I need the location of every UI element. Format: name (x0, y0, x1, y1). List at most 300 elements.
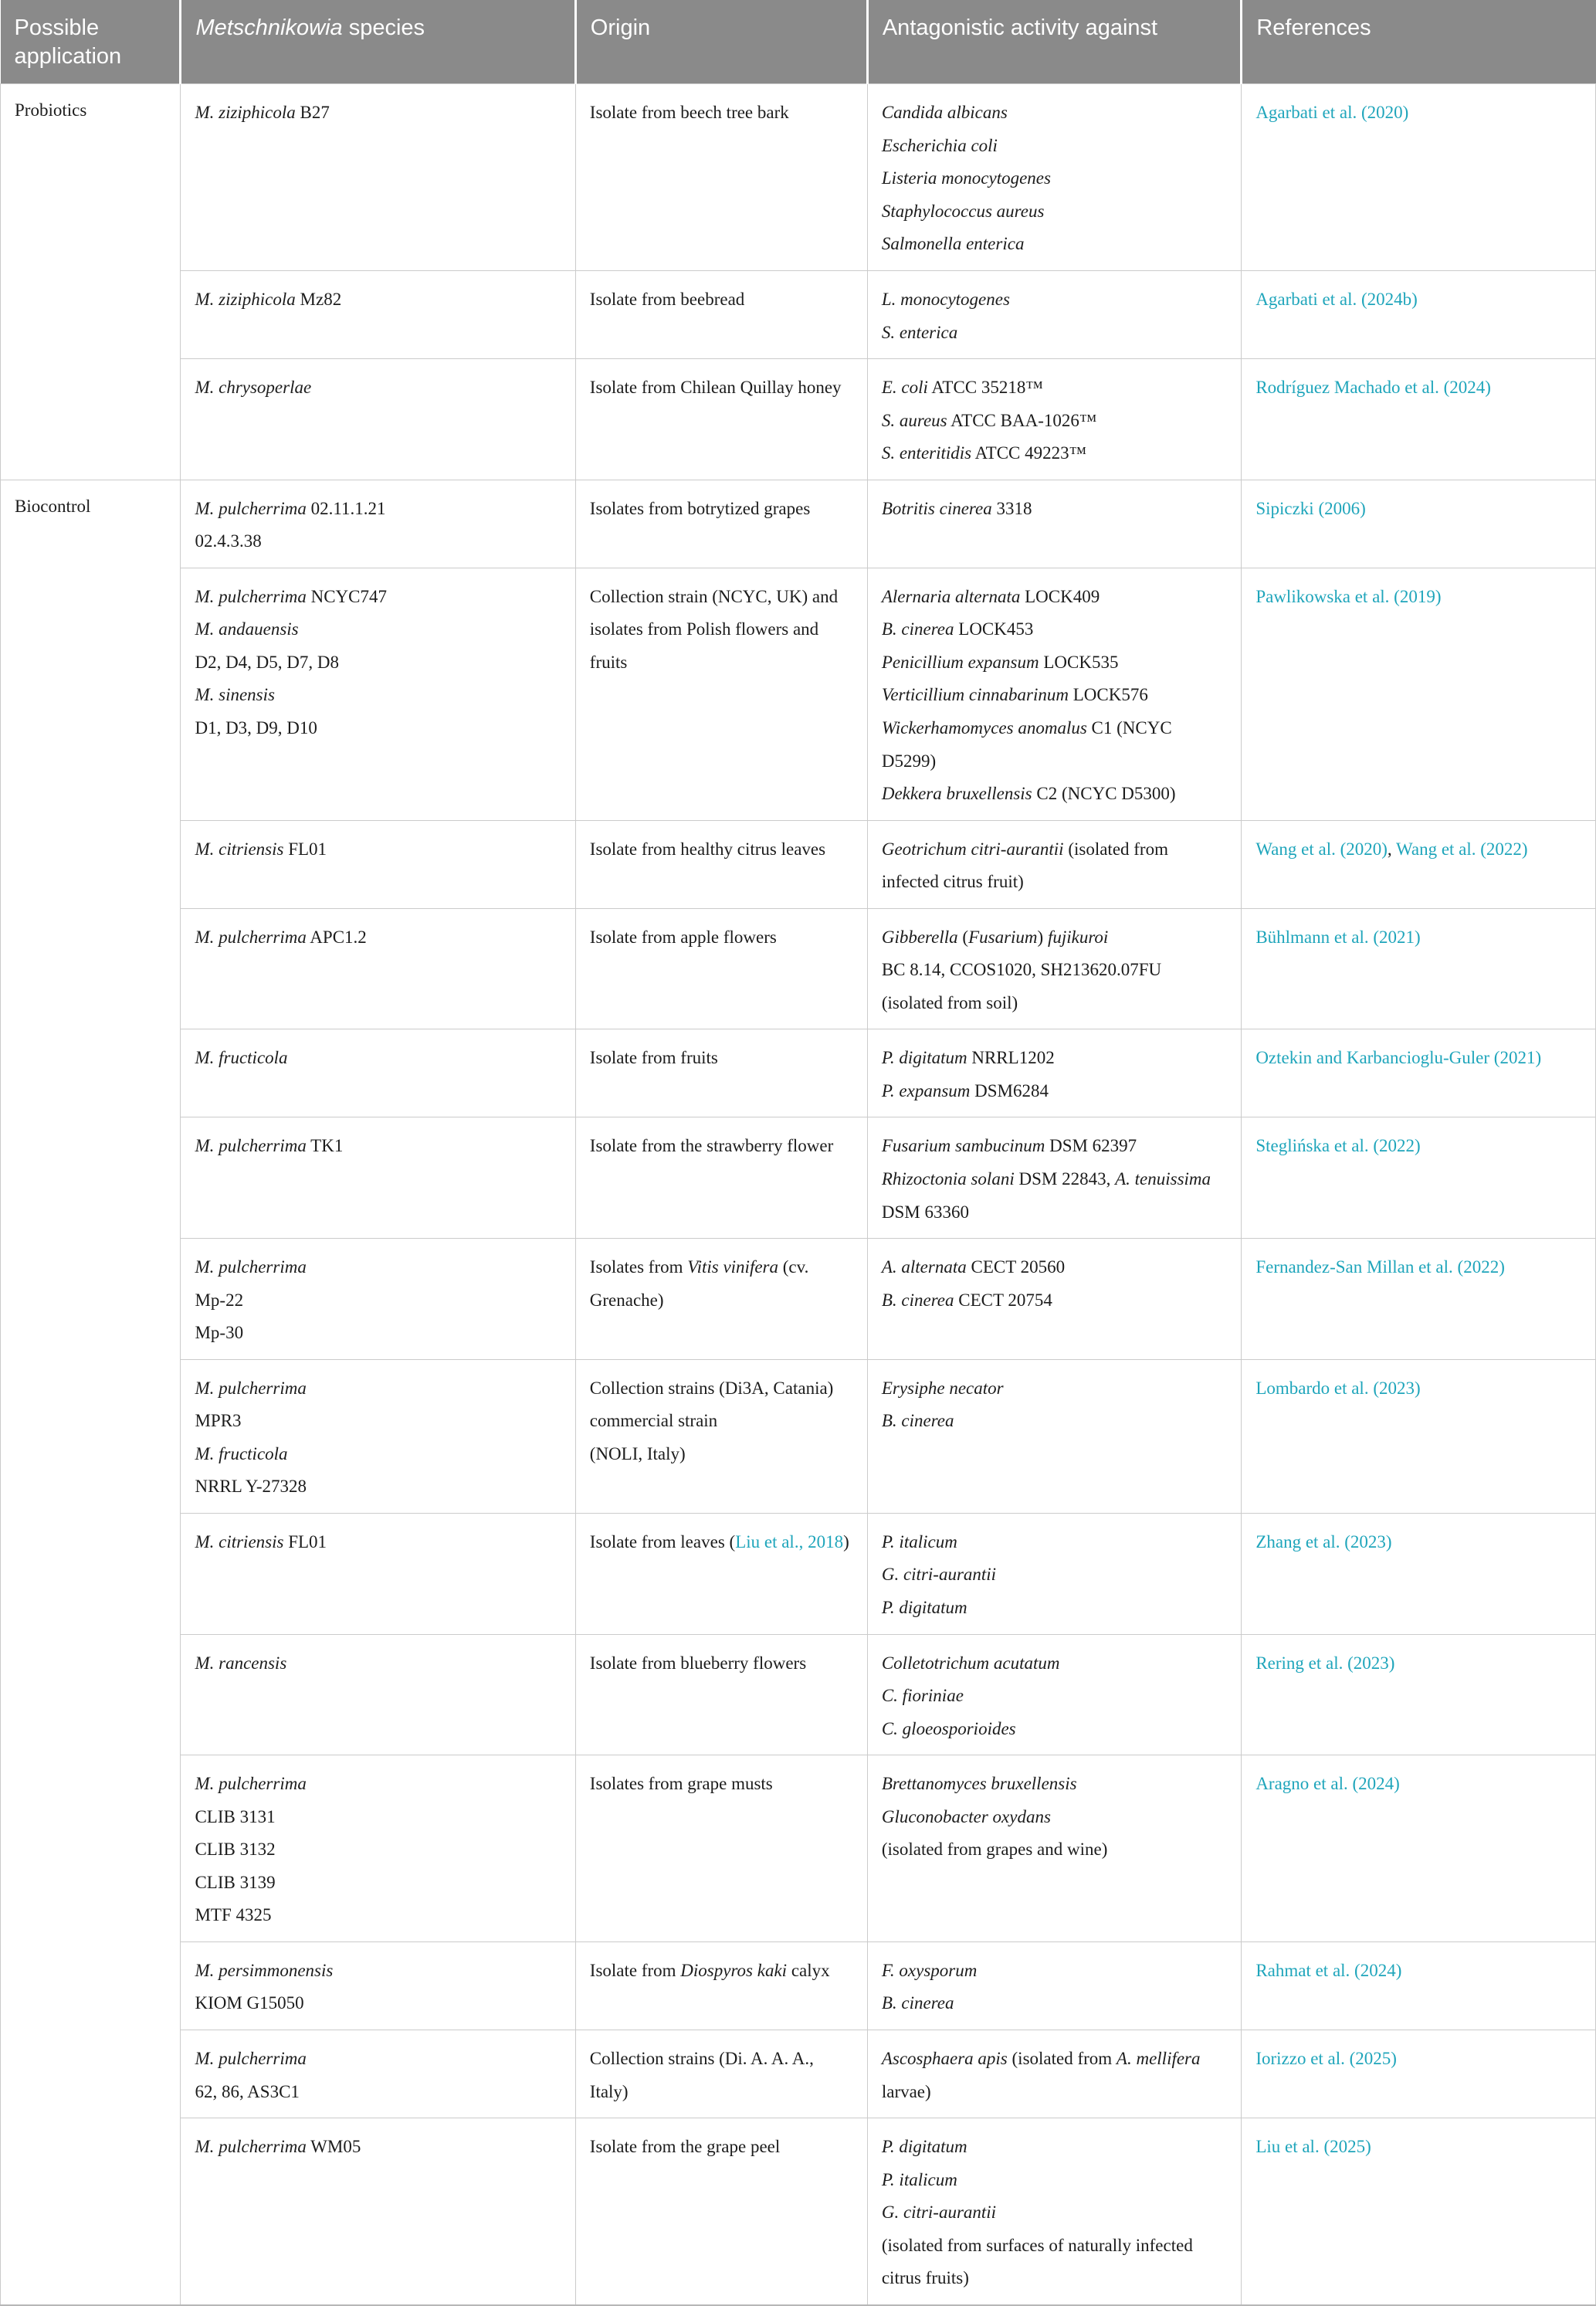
text-segment: (isolated from grapes and wine) (881, 1840, 1108, 1860)
text-line (195, 1768, 562, 1801)
table-header (1, 0, 1596, 84)
origin-cell (575, 1755, 867, 1942)
origin-cell (575, 1513, 867, 1634)
text-line (590, 2043, 855, 2108)
text-segment: ATCC 49223™ (971, 443, 1087, 463)
taxon-name: A. alternata (881, 1257, 967, 1277)
text-line (1255, 1955, 1583, 1988)
table-row (1, 820, 1596, 908)
text-segment: 3318 (991, 498, 1032, 518)
text-segment: Collection strain (NCYC, UK) and isolates from Polish flowers and fruits (589, 586, 839, 672)
text-line (1255, 283, 1583, 317)
text-segment: References (1256, 15, 1371, 40)
text-segment: LOCK409 (1020, 586, 1100, 606)
application-label: Biocontrol (15, 496, 91, 516)
taxon-name: Penicillium expansum (881, 652, 1039, 672)
text-line (195, 2043, 562, 2076)
text-segment: ( (957, 927, 969, 947)
taxon-name: M. sinensis (195, 685, 275, 705)
taxon-name: S. enterica (881, 322, 958, 342)
text-line (195, 1284, 562, 1317)
text-line (195, 1987, 562, 2020)
text-segment: Isolate from the strawberry flower (589, 1136, 834, 1156)
reference-link[interactable]: Iorizzo et al. (2025) (1255, 2049, 1397, 2069)
text-segment: LOCK576 (1068, 685, 1148, 705)
text-line (1255, 493, 1583, 526)
text-segment: Isolate from beebread (589, 289, 745, 309)
taxon-name: B. cinerea (881, 1290, 954, 1310)
text-segment: DSM 22843, (1014, 1168, 1116, 1189)
text-line (1255, 833, 1583, 866)
text-segment: Antagonistic activity against (882, 15, 1158, 40)
species-cell (181, 1117, 575, 1239)
text-line (195, 1647, 562, 1680)
text-line (590, 1768, 855, 1801)
table-row (1, 568, 1596, 820)
activity-cell (867, 270, 1241, 358)
reference-link[interactable]: Rodríguez Machado et al. (2024) (1255, 378, 1491, 398)
text-segment: MPR3 (195, 1411, 242, 1431)
table-row (1, 1117, 1596, 1239)
column-header-species (181, 0, 575, 84)
species-cell (181, 1029, 575, 1117)
table-row (1, 1029, 1596, 1117)
text-segment: Isolate from blueberry flowers (589, 1653, 807, 1673)
text-segment: (cv. Grenache) (589, 1257, 809, 1310)
text-line (590, 2131, 855, 2164)
text-segment: Isolate from Chilean Quillay honey (589, 378, 842, 398)
reference-cell (1242, 1029, 1596, 1117)
text-segment: 02.11.1.21 (306, 498, 386, 518)
text-line (590, 1526, 855, 1559)
text-line (882, 1284, 1228, 1317)
text-segment: FL01 (283, 1531, 327, 1551)
activity-cell (867, 1634, 1241, 1755)
species-cell (181, 270, 575, 358)
reference-link[interactable]: Oztekin and Karbancioglu-Guler (2021) (1255, 1048, 1542, 1068)
text-line (590, 371, 855, 405)
taxon-name: Geotrichum citri-aurantii (881, 839, 1064, 859)
activity-cell (867, 2118, 1241, 2305)
activity-cell (867, 820, 1241, 908)
text-segment: D1, D3, D9, D10 (195, 717, 317, 738)
taxon-name: Colletotrichum acutatum (881, 1653, 1060, 1673)
text-line (882, 987, 1228, 1020)
text-segment: 62, 86, AS3C1 (195, 2081, 300, 2101)
text-segment: Possible application (14, 15, 122, 70)
text-segment: Isolate from beech tree bark (589, 103, 789, 123)
taxon-name: P. digitatum (881, 2137, 967, 2157)
activity-cell (867, 84, 1241, 271)
activity-cell (867, 1941, 1241, 2030)
text-segment: Isolate from healthy citrus leaves (589, 839, 826, 859)
text-segment: LOCK535 (1039, 652, 1119, 672)
text-line (882, 317, 1228, 350)
text-line (882, 1163, 1228, 1229)
reference-cell (1242, 84, 1596, 271)
reference-link[interactable]: Wang et al. (2022) (1396, 839, 1528, 859)
species-cell (181, 1359, 575, 1513)
text-line (882, 97, 1228, 130)
taxon-name: A. tenuissima (1115, 1168, 1211, 1189)
text-segment: Isolates from grape musts (589, 1774, 773, 1794)
species-cell (181, 1239, 575, 1360)
reference-cell (1242, 480, 1596, 568)
taxon-name: Fusarium sambucinum (881, 1136, 1045, 1156)
text-line (195, 1130, 562, 1163)
text-segment: DSM 62397 (1045, 1136, 1137, 1156)
text-line (882, 2230, 1228, 2295)
taxon-name: Salmonella enterica (881, 234, 1025, 254)
text-line (195, 2131, 562, 2164)
text-line (882, 1130, 1228, 1163)
text-line (882, 2131, 1228, 2164)
text-line (882, 162, 1228, 195)
taxon-name: M. pulcherrima (195, 1136, 307, 1156)
table-row (1, 480, 1596, 568)
text-segment: D2, D4, D5, D7, D8 (195, 652, 340, 672)
reference-link[interactable]: Aragno et al. (2024) (1255, 1774, 1400, 1794)
reference-link[interactable]: Agarbati et al. (2024b) (1255, 289, 1418, 309)
reference-link[interactable]: Agarbati et al. (2020) (1255, 103, 1409, 123)
reference-link[interactable]: Pawlikowska et al. (2019) (1255, 586, 1442, 606)
text-line (882, 371, 1228, 405)
taxon-name: Metschnikowia (195, 15, 343, 40)
text-segment: ) (843, 1531, 849, 1551)
origin-cell (575, 568, 867, 820)
text-segment: Isolates from (589, 1257, 688, 1277)
activity-cell (867, 1513, 1241, 1634)
text-line (882, 954, 1228, 987)
text-segment: KIOM G15050 (195, 1993, 304, 2013)
text-segment: NCYC747 (306, 586, 387, 606)
reference-link[interactable]: Lombardo et al. (2023) (1255, 1378, 1421, 1398)
taxon-name: Escherichia coli (881, 135, 998, 155)
origin-cell (575, 359, 867, 480)
text-segment: CECT 20560 (966, 1257, 1066, 1277)
text-line (882, 1647, 1228, 1680)
reference-link[interactable]: Rering et al. (2023) (1255, 1653, 1395, 1673)
taxon-name: B. cinerea (881, 1993, 954, 2013)
text-line (590, 581, 855, 680)
text-line (1255, 921, 1583, 955)
text-line (882, 1768, 1228, 1801)
text-segment: Isolate from the grape peel (589, 2137, 781, 2157)
taxon-name: M. fructicola (195, 1048, 288, 1068)
text-line (882, 1987, 1228, 2020)
origin-cell (575, 2030, 867, 2118)
text-line (590, 1372, 855, 1406)
origin-cell (575, 1239, 867, 1360)
taxon-name: M. pulcherrima (195, 2137, 307, 2157)
taxon-name: P. digitatum (881, 1598, 967, 1617)
taxon-name: M. ziziphicola (195, 103, 296, 123)
text-line (590, 1647, 855, 1680)
text-segment: Mz82 (295, 289, 342, 309)
reference-cell (1242, 1513, 1596, 1634)
taxon-name: Fusarium (968, 927, 1038, 947)
taxon-name: M. rancensis (195, 1653, 287, 1673)
taxon-name: M. pulcherrima (195, 927, 307, 947)
text-line (590, 283, 855, 317)
application-cell-probiotics (1, 84, 181, 480)
column-header-application (1, 0, 181, 84)
text-line (195, 1833, 562, 1867)
reference-link[interactable]: Liu et al. (2025) (1255, 2137, 1371, 2157)
taxon-name: Alernaria alternata (881, 586, 1021, 606)
text-segment: CLIB 3139 (195, 1872, 276, 1892)
application-cell-biocontrol (1, 480, 181, 2305)
text-line (1255, 97, 1583, 130)
text-segment: CECT 20754 (954, 1290, 1052, 1310)
table-row (1, 1513, 1596, 1634)
text-line (882, 613, 1228, 646)
text-line (1255, 1251, 1583, 1284)
taxon-name: M. pulcherrima (195, 1257, 307, 1277)
taxon-name: P. italicum (881, 1531, 957, 1551)
text-segment: CLIB 3131 (195, 1806, 276, 1826)
text-line (882, 1955, 1228, 1988)
taxon-name: M. ziziphicola (195, 289, 296, 309)
text-line (195, 613, 562, 646)
taxon-name: Gluconobacter oxydans (881, 1806, 1051, 1826)
taxon-name: L. monocytogenes (881, 289, 1010, 309)
text-segment: NRRL1202 (967, 1048, 1055, 1068)
reference-cell (1242, 1239, 1596, 1360)
text-line (195, 371, 562, 405)
activity-cell (867, 480, 1241, 568)
taxon-name: P. expansum (881, 1080, 971, 1100)
taxon-name: M. persimmonensis (195, 1960, 334, 1980)
text-line (882, 1042, 1228, 1075)
text-line (882, 712, 1228, 778)
text-line (882, 1801, 1228, 1834)
taxon-name: M. citriensis (195, 1531, 284, 1551)
text-segment: APC1.2 (306, 927, 367, 947)
activity-cell (867, 1117, 1241, 1239)
text-line (882, 1251, 1228, 1284)
text-line (590, 1438, 855, 1471)
table-row (1, 84, 1596, 271)
text-line (882, 1526, 1228, 1559)
reference-link[interactable]: Zhang et al. (2023) (1255, 1531, 1392, 1551)
text-line (882, 2164, 1228, 2197)
reference-cell (1242, 1634, 1596, 1755)
reference-link[interactable]: Rahmat et al. (2024) (1255, 1960, 1402, 1980)
text-line (590, 921, 855, 955)
text-segment: Collection strains (Di3A, Catania) (589, 1378, 834, 1398)
taxon-name: M. pulcherrima (195, 1378, 307, 1398)
table-row (1, 2030, 1596, 2118)
text-segment: TK1 (306, 1136, 344, 1156)
text-line (882, 921, 1228, 955)
reference-link[interactable]: Bühlmann et al. (2021) (1255, 927, 1421, 947)
text-segment: B27 (295, 103, 330, 123)
taxon-name: Dekkera bruxellensis (881, 784, 1032, 804)
species-cell (181, 1634, 575, 1755)
species-cell (181, 1755, 575, 1942)
table-row (1, 1359, 1596, 1513)
text-line (195, 283, 562, 317)
text-segment: (isolated from soil) (881, 992, 1018, 1012)
text-segment: Origin (590, 15, 651, 40)
text-line (195, 833, 562, 866)
text-segment: Isolate from (589, 1960, 681, 1980)
taxon-name: F. oxysporum (881, 1960, 978, 1980)
text-line (195, 1372, 562, 1406)
table-row (1, 1941, 1596, 2030)
text-line (1255, 1042, 1583, 1075)
reference-link[interactable]: Wang et al. (2020) (1255, 839, 1388, 859)
text-line (882, 581, 1228, 614)
text-line (1255, 371, 1583, 405)
taxon-name: S. enteritidis (881, 443, 972, 463)
text-line (195, 493, 562, 526)
text-segment: ATCC 35218™ (927, 378, 1043, 398)
header-row (1, 0, 1596, 84)
text-line (195, 97, 562, 130)
origin-cell (575, 1359, 867, 1513)
reference-cell (1242, 2118, 1596, 2305)
text-line (882, 1405, 1228, 1438)
species-cell (181, 84, 575, 271)
reference-link[interactable]: Sipiczki (2006) (1255, 498, 1366, 518)
table-row (1, 1634, 1596, 1755)
text-segment: Mp-30 (195, 1323, 244, 1343)
text-segment: 02.4.3.38 (195, 531, 262, 551)
reference-cell (1242, 2030, 1596, 2118)
text-segment: larvae) (881, 2081, 931, 2101)
text-line (882, 437, 1228, 470)
text-line (195, 1526, 562, 1559)
taxon-name: Staphylococcus aureus (881, 201, 1045, 221)
taxon-name: S. aureus (881, 410, 947, 430)
text-segment: (NOLI, Italy) (589, 1443, 686, 1463)
origin-cell (575, 2118, 867, 2305)
text-line (882, 1075, 1228, 1108)
species-cell (181, 2030, 575, 2118)
text-line (1255, 1768, 1583, 1801)
reference-cell (1242, 1359, 1596, 1513)
taxon-name: Vitis vinifera (687, 1257, 779, 1277)
reference-cell (1242, 820, 1596, 908)
text-line (590, 1130, 855, 1163)
species-cell (181, 359, 575, 480)
taxon-name: Listeria monocytogenes (881, 168, 1051, 188)
table-row (1, 359, 1596, 480)
taxon-name: A. mellifera (1116, 2049, 1201, 2069)
text-line (195, 1470, 562, 1504)
text-line (882, 1372, 1228, 1406)
text-segment: Isolate from apple flowers (589, 927, 777, 947)
taxon-name: B. cinerea (881, 1411, 954, 1431)
text-line (1255, 1526, 1583, 1559)
text-line (195, 646, 562, 680)
text-line (882, 130, 1228, 163)
reference-link[interactable]: Liu et al., 2018 (735, 1531, 844, 1551)
text-line (195, 1899, 562, 1932)
species-cell (181, 568, 575, 820)
text-segment: Isolate from leaves ( (589, 1531, 736, 1551)
column-header-activity (867, 0, 1241, 84)
text-line (882, 228, 1228, 261)
text-line (882, 1680, 1228, 1713)
text-segment: (isolated from infected citrus fruit) (881, 839, 1168, 892)
activity-cell (867, 568, 1241, 820)
taxon-name: M. citriensis (195, 839, 284, 859)
text-segment: commercial strain (589, 1411, 718, 1431)
text-segment: Isolates from botrytized grapes (589, 498, 811, 518)
reference-link[interactable]: Steglińska et al. (2022) (1255, 1136, 1421, 1156)
text-segment: LOCK453 (954, 619, 1034, 639)
taxon-name: M. andauensis (195, 619, 299, 639)
reference-cell (1242, 1117, 1596, 1239)
activity-cell (867, 908, 1241, 1029)
species-cell (181, 908, 575, 1029)
taxon-name: Verticillium cinnabarinum (881, 685, 1069, 705)
text-line (195, 1438, 562, 1471)
taxon-name: Ascosphaera apis (881, 2049, 1008, 2069)
text-segment: Isolate from fruits (589, 1048, 718, 1068)
text-line (195, 1042, 562, 1075)
text-line (590, 833, 855, 866)
taxon-name: M. pulcherrima (195, 586, 307, 606)
text-segment: (isolated from (1007, 2049, 1117, 2069)
table-row (1, 270, 1596, 358)
text-segment: ATCC BAA-1026™ (947, 410, 1097, 430)
origin-cell (575, 1941, 867, 2030)
text-line (590, 97, 855, 130)
text-segment: (isolated from surfaces of naturally infected citrus fruits) (881, 2235, 1193, 2288)
taxon-name: M. pulcherrima (195, 1774, 307, 1794)
text-line (590, 1042, 855, 1075)
text-line (882, 2196, 1228, 2230)
text-segment: species (342, 15, 425, 40)
activity-cell (867, 1239, 1241, 1360)
text-line (882, 405, 1228, 438)
text-segment: WM05 (306, 2137, 361, 2157)
text-segment: MTF 4325 (195, 1905, 272, 1925)
taxon-name: M. pulcherrima (195, 2049, 307, 2069)
text-segment: DSM 63360 (881, 1202, 969, 1222)
reference-cell (1242, 908, 1596, 1029)
table-row (1, 1239, 1596, 1360)
text-line (1255, 1372, 1583, 1406)
column-header-references (1242, 0, 1596, 84)
origin-cell (575, 1634, 867, 1755)
text-line (882, 283, 1228, 317)
text-line (195, 1317, 562, 1350)
text-line (195, 1251, 562, 1284)
text-segment: calyx (787, 1960, 830, 1980)
taxon-name: C. fioriniae (881, 1686, 964, 1706)
column-header-origin (575, 0, 867, 84)
reference-cell (1242, 568, 1596, 820)
taxon-name: M. fructicola (195, 1443, 288, 1463)
text-line (882, 493, 1228, 526)
table-row (1, 2118, 1596, 2305)
activity-cell (867, 2030, 1241, 2118)
text-line (195, 679, 562, 712)
taxon-name: Diospyros kaki (680, 1960, 788, 1980)
taxon-name: Botritis cinerea (881, 498, 992, 518)
text-segment: DSM6284 (970, 1080, 1049, 1100)
taxon-name: Candida albicans (881, 103, 1008, 123)
text-line (1255, 581, 1583, 614)
reference-link[interactable]: Fernandez-San Millan et al. (2022) (1255, 1257, 1505, 1277)
text-segment: C2 (NCYC D5300) (1032, 784, 1176, 804)
taxon-name: Rhizoctonia solani (881, 1168, 1015, 1189)
